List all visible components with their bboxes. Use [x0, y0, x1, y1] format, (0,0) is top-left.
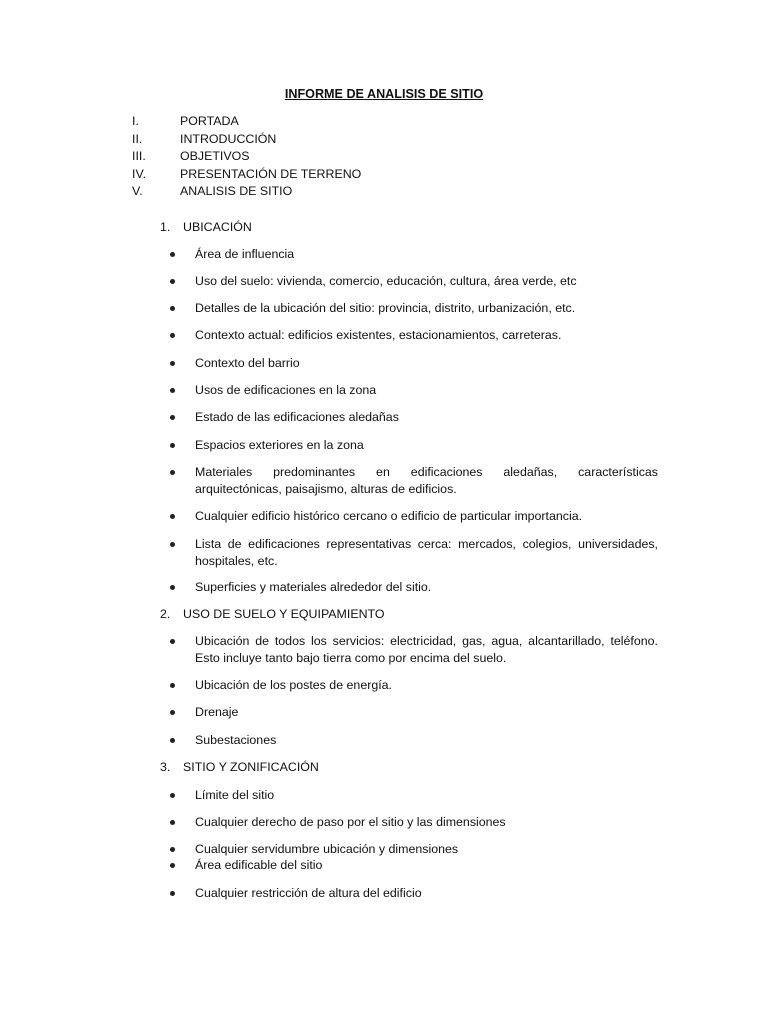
list-item — [170, 857, 658, 874]
list-item-text: Límite del sitio — [195, 788, 275, 802]
bullet-icon — [170, 820, 175, 825]
section-number: 1. — [160, 220, 171, 234]
outline-number: IV. — [132, 166, 147, 181]
bullet-icon — [170, 683, 175, 688]
list-item-text: Contexto del barrio — [195, 356, 300, 370]
bullet-icon — [170, 847, 175, 852]
list-item-text: Cualquier derecho de paso por el sitio y las dimensiones — [195, 815, 506, 829]
outline-item — [132, 131, 361, 149]
outline-item — [132, 113, 361, 131]
list-item-text: Cualquier restricción de altura del edificio — [195, 886, 422, 900]
outline-label: PORTADA — [180, 114, 239, 128]
bullet-icon — [170, 891, 175, 896]
list-item — [170, 508, 658, 525]
list-item — [170, 437, 658, 454]
outline-number: V. — [132, 184, 143, 199]
bullet-icon — [170, 279, 175, 284]
outline-label: ANALISIS DE SITIO — [180, 184, 293, 199]
outline-number: III. — [132, 149, 146, 164]
bullet-icon — [170, 585, 175, 590]
list-item-text: Estado de las edificaciones aledañas — [195, 410, 399, 424]
list-item-text: Drenaje — [195, 705, 239, 719]
bullet-icon — [170, 639, 175, 644]
list-item — [170, 300, 658, 317]
list-item — [170, 355, 658, 372]
list-item — [170, 536, 658, 569]
bullet-icon — [170, 415, 175, 420]
list-item-text: Cualquier servidumbre ubicación y dimensiones — [195, 842, 459, 856]
section-heading-ubicacion — [160, 219, 252, 235]
list-item — [170, 382, 658, 399]
list-item-text: Ubicación de los postes de energía. — [195, 678, 392, 692]
list-item — [170, 841, 658, 858]
bullet-icon — [170, 710, 175, 715]
outline-item — [132, 183, 361, 201]
outline-item — [132, 166, 361, 184]
list-item-text: Detalles de la ubicación del sitio: provincia, distrito, urbanización, etc. — [195, 301, 576, 315]
list-item — [170, 787, 658, 804]
list-item-text: Superficies y materiales alrededor del sitio. — [195, 580, 432, 594]
section-heading-sitio-y-zonificacion — [160, 759, 319, 775]
list-item-text: Espacios exteriores en la zona — [195, 438, 364, 452]
outline-item — [132, 148, 361, 166]
document-title: INFORME DE ANALISIS DE SITIO — [284, 87, 484, 101]
bullet-icon — [170, 863, 175, 868]
list-item — [170, 677, 658, 694]
list-item — [170, 704, 658, 721]
list-item — [170, 246, 658, 263]
list-item-text: Materiales predominantes en edificaciones aledañas, características arquitectónicas, paisajismo, alturas de edificios. — [195, 465, 658, 496]
bullet-icon — [170, 443, 175, 448]
bullet-icon — [170, 542, 175, 547]
list-item-text: Lista de edificaciones representativas cerca: mercados, colegios, universidades, hospitales, etc. — [195, 537, 658, 568]
list-item — [170, 633, 658, 666]
bullet-icon — [170, 793, 175, 798]
bullet-icon — [170, 514, 175, 519]
list-item-text: Ubicación de todos los servicios: electricidad, gas, agua, alcantarillado, teléfono. Esto incluye tanto bajo tierra como por encima del suelo. — [195, 634, 658, 665]
bullet-icon — [170, 470, 175, 475]
list-item — [170, 579, 658, 596]
bullet-icon — [170, 388, 175, 393]
list-item-text: Área edificable del sitio — [195, 858, 323, 872]
bullet-icon — [170, 333, 175, 338]
outline-label: PRESENTACIÓN DE TERRENO — [180, 166, 362, 181]
list-item — [170, 464, 658, 497]
outline-list — [132, 113, 361, 201]
bullet-icon — [170, 738, 175, 743]
outline-label: OBJETIVOS — [180, 149, 250, 164]
section-number: 2. — [160, 607, 171, 621]
list-item — [170, 273, 658, 290]
list-item-text: Subestaciones — [195, 733, 277, 747]
section-title: USO DE SUELO Y EQUIPAMIENTO — [183, 607, 385, 621]
list-item-text: Contexto actual: edificios existentes, estacionamientos, carreteras. — [195, 328, 562, 342]
list-item-text: Área de influencia — [195, 247, 295, 261]
list-item-text: Usos de edificaciones en la zona — [195, 383, 377, 397]
list-item — [170, 885, 658, 902]
list-item — [170, 814, 658, 831]
section-title: SITIO Y ZONIFICACIÓN — [183, 760, 319, 774]
outline-label: INTRODUCCIÓN — [180, 131, 277, 146]
list-item-text: Uso del suelo: vivienda, comercio, educación, cultura, área verde, etc — [195, 274, 577, 288]
list-item-text: Cualquier edificio histórico cercano o edificio de particular importancia. — [195, 509, 583, 523]
list-item — [170, 327, 658, 344]
outline-number: II. — [132, 131, 143, 146]
bullet-icon — [170, 252, 175, 257]
list-item — [170, 409, 658, 426]
section-title: UBICACIÓN — [183, 220, 252, 234]
list-item — [170, 732, 658, 749]
bullet-icon — [170, 306, 175, 311]
section-number: 3. — [160, 760, 171, 774]
outline-number: I. — [132, 114, 139, 128]
bullet-icon — [170, 361, 175, 366]
section-heading-uso-de-suelo — [160, 606, 385, 622]
